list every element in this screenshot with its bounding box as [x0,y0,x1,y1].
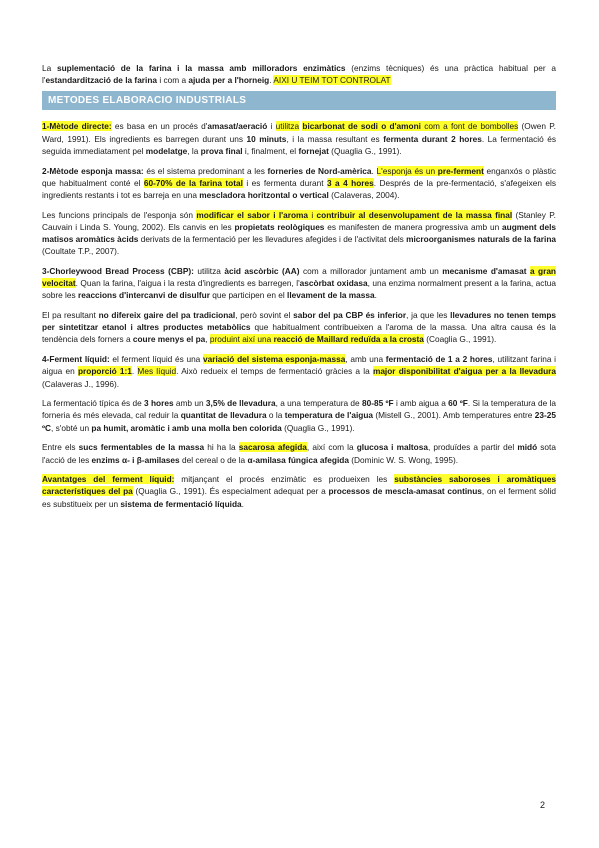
highlighted-text: 60-70% de la farina total [143,177,243,188]
bold-text: propietats reològiques [234,221,325,232]
highlighted-text: com a font de bombolles [420,121,519,132]
intro-paragraph [42,62,556,86]
bold-text: mescladora horitzontal o vertical [199,189,329,200]
text-run: . Si la temperatura de la forneria és més elevada, cal reduir la [42,398,556,421]
bold-text: 3 hores [144,398,174,409]
bold-text: ascòrbat oxidasa [299,278,368,289]
paragraph-ferment-liquid [42,353,556,390]
highlighted-text: bicarbonat de sodi o d'amoni [302,121,421,132]
text-run: (Dominic W. S. Wong, 1995). [348,454,459,465]
highlighted-text: substàncies saboroses i aromàtiques característiques del pa [42,474,556,497]
highlighted-text: variació del sistema esponja-massa [203,354,346,365]
text-run: , i la massa resultant es [286,133,384,144]
text-run: amb un [173,398,206,409]
text-run: (Calaveras J., 1996). [42,378,120,389]
bold-text: augment dels matisos aromàtics àcids [42,221,557,245]
highlighted-text: AIXI U TEIM TOT CONTROLAT [273,75,391,86]
text-run: , ja que les [406,310,451,321]
text-run: del cereal o de la [179,454,248,465]
text-run: , a una temperatura de [275,398,362,409]
bold-text: temperatura de l'aigua [284,410,373,421]
text-run: La fermentació típica és de [42,398,145,409]
bold-text: mecanisme d'amasat [442,265,530,276]
paragraph-funcions-esponja [42,209,556,258]
text-run: es manifesten de manera progressiva amb un [324,221,503,232]
bold-text: 4-Ferment líquid: [42,354,110,365]
bold-text: 80-85 ºF [361,398,394,409]
text-run: , s'obté un [51,422,92,433]
highlighted-text: proporció 1:1 [77,366,132,377]
bold-text: estandardització de la farina [45,75,158,86]
text-run: . [374,290,377,301]
bold-text: midó [517,442,538,453]
highlighted-text: i [308,209,317,220]
paragraph-metode-directe [42,120,556,157]
bold-text: fermenta durant 2 hores [383,133,482,144]
text-run: , així com la [306,442,357,453]
highlighted-text: pre-ferment [437,165,484,176]
text-run: El pa resultant [42,310,99,321]
text-run: que participen en el [209,290,288,301]
bold-text: sucs fermentables de la massa [78,442,205,453]
highlighted-text: contribuir al desenvolupament de la massa final [316,209,513,220]
text-run: o la [266,410,285,421]
highlighted-text: a gran velocitat [42,265,557,289]
text-run: i es fermenta durant [242,177,327,188]
text-run: Les funcions principals de l'esponja són [42,209,197,220]
text-run: (Quaglia G., 1991). [328,145,402,156]
bold-text: processos de mescla-amasat continus [328,486,482,497]
bold-text: microorganismes naturals de la farina [406,234,556,245]
bold-text: enzims α- i β-amilases [91,454,180,465]
paragraph-pa-resultant [42,309,556,346]
text-run: . Això redueix el temps de fermentació gràcies a la [176,366,373,377]
highlighted-text: major disponibilitat d'aigua per a la llevadura [372,366,557,377]
bold-text: 2-Mètode esponja massa: [42,165,144,176]
text-run: . [241,498,244,509]
bold-text: no difereix gaire del pa tradicional [98,310,236,321]
document-body [42,62,556,510]
highlighted-text: Mes líquid [137,366,177,377]
text-run: . Quan la farina, l'aigua i la resta d'ingredients es barregen, l' [75,278,300,289]
section-heading: METODES ELABORACIO INDUSTRIALS [48,95,247,107]
bold-text: àcid ascòrbic (AA) [224,265,300,276]
text-run: (Quaglia G., 1991). [281,422,355,433]
bold-text: llevament de la massa [287,290,375,301]
bold-text: prova final [200,145,243,156]
text-run: (Coultate T.P., 2007). [42,246,120,257]
bold-text: quantitat de llevadura [180,410,267,421]
text-run: La [42,63,57,73]
bold-text: amasat/aeració [207,121,268,132]
text-run: utilitza [193,265,225,276]
text-run: (Mistell G., 2001). Amb temperatures entre [373,410,535,421]
paragraph-sucs-fermentables [42,441,556,465]
text-run: derivats de la fermentació per les llevadures afegides i de l'activitat dels [138,234,407,245]
highlighted-text: modificar el sabor i l'aroma [196,209,309,220]
bold-text: suplementació de la farina i la massa amb milloradors enzimàtics [56,63,346,73]
text-run: hi ha la [204,442,239,453]
text-run: , [205,334,210,345]
bold-text: sabor del pa CBP és inferior [293,310,407,321]
text-run: és el sistema predominant a les [143,165,268,176]
paragraph-avantatges [42,473,556,510]
highlighted-text: utilitza [275,121,300,132]
bold-text: 60 ºF [448,398,468,409]
text-run: que habitualment contribueixen a l'aroma de la massa. Una altra causa és la tendència dels forners a [42,322,556,345]
page-number: 2 [540,800,546,810]
bold-text: 23-25 ºC [42,410,556,433]
text-run: , utilitzant farina i aigua en [42,354,556,377]
text-run: mitjançant el procés enzimàtic es produeixen les [174,474,395,485]
paragraph-chorleywood [42,265,556,302]
text-run: i com a [157,75,189,86]
text-run: , amb una [345,354,386,365]
text-run: i [267,121,276,132]
bold-text: modelatge [145,145,188,156]
section-heading-band [42,91,556,110]
text-run: , produïdes a partir del [427,442,518,453]
paragraph-fermentacio-tipica [42,397,556,434]
text-run: (enzims tècniques) és una pràctica habitual per a l' [42,63,556,86]
highlighted-text: L'esponja és un [376,165,438,176]
text-run: i amb aigua a [393,398,449,409]
bold-text: forneries de Nord-amèrica [267,165,372,176]
bold-text: llevadures no tenen temps per sintetitzar etanol i altres productes metabòlics [42,310,557,333]
text-run: (Coaglia G., 1991). [423,334,497,345]
text-run: . La fermentació és seguida immediatament pel [42,133,557,156]
text-run: i, finalment, el [242,145,299,156]
paragraph-metode-esponja [42,165,556,202]
highlighted-text: produint així una [209,334,274,345]
text-run: , la [187,145,201,156]
text-run: es basa en un procés d' [111,121,208,132]
bold-text: fermentació de 1 a 2 hores [385,354,493,365]
text-run: (Owen P. Ward, 1991). Els ingredients es barregen durant uns [42,121,556,144]
highlighted-text: Avantatges del ferment líquid: [42,474,175,485]
bold-text: glucosa i maltosa [356,442,428,453]
bold-text: 3-Chorleywood Bread Process (CBP): [42,265,194,276]
text-run: , on el ferment sòlid es substitueix per un [42,486,557,509]
bold-text: ajuda per a l'horneig [188,75,270,86]
text-run: , una enzima normalment present a la farina, actua sobre les [42,278,556,301]
text-run: , però sovint el [235,310,294,321]
highlighted-text: reacció de Maillard reduïda a la crosta [273,334,424,345]
bold-text: 10 minuts [246,133,287,144]
text-run: com a millorador juntament amb un [299,265,443,276]
text-run: (Stanley P. Cauvain i Linda S. Young, 2002). Els canvis en les [42,209,556,232]
text-run: . [371,165,377,176]
text-run: (Quaglia G., 1991). És especialment adequat per a [132,486,329,497]
text-run: enganxós o plàstic que habitualment conté el [42,165,556,188]
text-run: . [269,75,274,86]
text-run: (Calaveras, 2004). [328,189,400,200]
text-run: . Després de la pre-fermentació, s'afegeixen els ingredients restants i tot es barreja en una [42,177,557,200]
bold-text: fornejat [298,145,329,156]
highlighted-text: sacarosa afegida [238,442,307,453]
highlighted-text: 1-Mètode directe: [42,121,112,132]
text-run: . [131,366,138,377]
bold-text: 3,5% de llevadura [205,398,276,409]
text-run: Entre els [42,442,79,453]
bold-text: sistema de fermentació líquida [120,498,242,509]
text-run: el ferment líquid és una [109,354,204,365]
bold-text: reaccions d'intercanvi de disulfur [77,290,210,301]
bold-text: pa humit, aromàtic i amb una molla ben colorida [91,422,282,433]
bold-text: α-amilasa fúngica afegida [247,454,349,465]
bold-text: coure menys el pa [132,334,206,345]
highlighted-text: 3 a 4 hores [327,177,374,188]
text-run: sota l'acció de les [42,442,556,465]
